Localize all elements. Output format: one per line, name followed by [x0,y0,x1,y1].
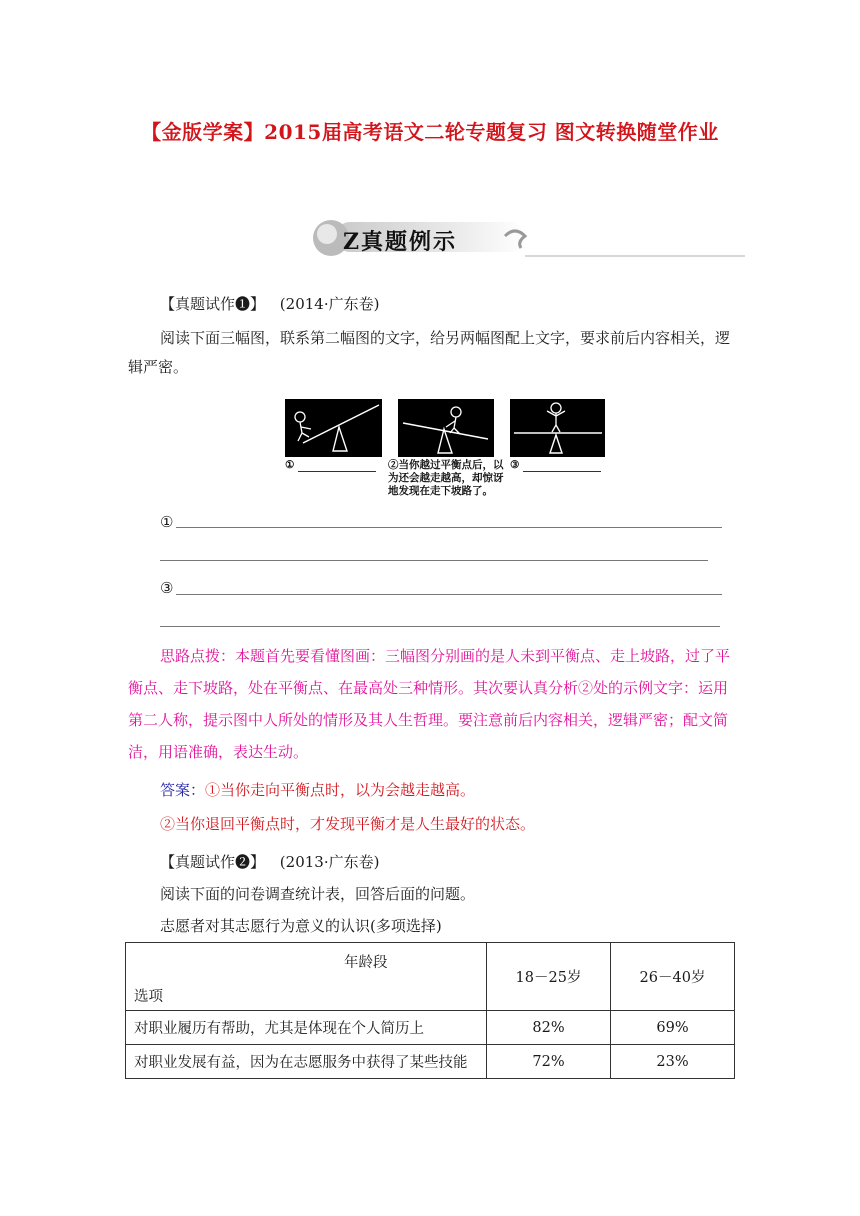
diagonal-header-cell [126,943,487,1011]
answer-line1 [160,776,475,805]
row2-value1: 72% [487,1045,611,1079]
panel3-caption-number: ③ [510,459,520,471]
banner-label: Z真题例示 [343,229,458,255]
question2-header [160,852,379,872]
hint-line3: 第二人称，提示图中人所处的情形及其人生哲理。要注意前后内容相关，逻辑严密；配文简 [128,711,729,729]
table-row [126,1045,735,1079]
row1-option: 对职业履历有帮助，尤其是体现在个人简历上 [126,1011,487,1045]
row1-value2: 69% [611,1011,735,1045]
row1-value1: 82% [487,1011,611,1045]
blank-label-1: ① [160,513,174,531]
panel1-caption-number: ① [285,459,295,471]
document-title: 【金版学案】2015届高考语文二轮专题复习 图文转换随堂作业 [141,120,719,144]
answer-blank-3b[interactable] [160,626,720,627]
question2-source: (2013·广东卷) [279,853,380,871]
comic-panel-2 [398,399,494,457]
answer-1: ①当你走向平衡点时，以为会越走越高。 [205,781,476,799]
question1-tag: 【真题试作❶】 [160,295,266,313]
panel2-caption-line1: ②当你越过平衡点后，以 [388,459,504,471]
panel2-caption-line2: 为还会越走越高，却惊讶 [388,472,504,484]
answer-2: ②当你退回平衡点时，才发现平衡才是人生最好的状态。 [160,815,536,833]
answer-blank-1a[interactable] [176,527,722,528]
comic-panel-3 [510,399,605,457]
question1-header [160,294,379,314]
header-option: 选项 [134,989,163,1005]
question2-tag: 【真题试作❷】 [160,853,266,871]
hint-line2: 衡点、走下坡路，处在平衡点、在最高处三种情形。其次要认真分析②处的示例文字：运用 [128,679,729,697]
answer-blank-1b[interactable] [160,560,708,561]
row2-option: 对职业发展有益，因为在志愿服务中获得了某些技能 [126,1045,487,1079]
table-caption: 志愿者对其志愿行为意义的认识(多项选择) [160,917,442,935]
header-age: 年龄段 [344,955,388,971]
panel3-caption [510,459,601,472]
panel1-caption [285,459,376,472]
blank-label-3: ③ [160,579,174,597]
row2-value2: 23% [611,1045,735,1079]
panel2-caption [388,459,504,498]
header-col1: 18－25岁 [487,943,611,1011]
comic-panel-1 [285,399,382,457]
question1-source: (2014·广东卷) [279,295,380,313]
survey-table [125,942,735,1079]
question1-prompt-line1: 阅读下面三幅图，联系第二幅图的文字，给另两幅图配上文字，要求前后内容相关，逻 [160,329,731,347]
answer-label: 答案： [160,781,206,799]
question2-prompt: 阅读下面的问卷调查统计表，回答后面的问题。 [160,885,476,903]
table-row [126,1011,735,1045]
hint-line1: 思路点拨：本题首先要看懂图画：三幅图分别画的是人未到平衡点、走上坡路，过了平 [160,647,731,665]
hint-line4: 洁，用语准确，表达生动。 [128,743,309,761]
table-header-row [126,943,735,1011]
answer-blank-3a[interactable] [176,594,722,595]
header-col2: 26－40岁 [611,943,735,1011]
question1-prompt-line2: 辑严密。 [128,358,189,376]
panel2-caption-line3: 地发现在走下坡路了。 [388,485,493,497]
